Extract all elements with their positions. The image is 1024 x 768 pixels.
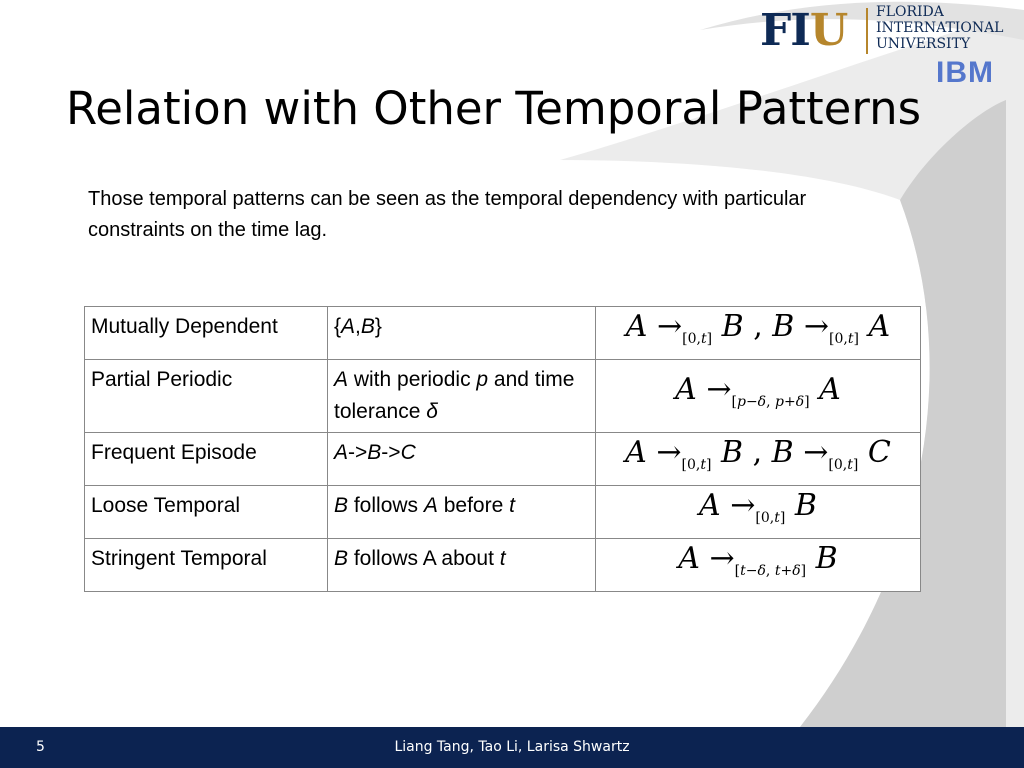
logo-divider bbox=[866, 8, 868, 54]
fiu-mark-u: U bbox=[809, 5, 848, 56]
pattern-description: B follows A before t bbox=[328, 486, 596, 539]
footer-bar bbox=[0, 727, 1024, 768]
table-body bbox=[85, 307, 921, 592]
fiu-full-name bbox=[876, 4, 1003, 52]
pattern-formula: $A \to_{[0,t]}$ B , $B \to_{[0,t]}$ C bbox=[596, 433, 921, 486]
fiu-mark-fi: FI bbox=[760, 5, 810, 56]
university-logo bbox=[760, 4, 1016, 92]
table-row bbox=[85, 433, 921, 486]
pattern-name: Loose Temporal bbox=[85, 486, 328, 539]
fiu-name-line-1: FLORIDA bbox=[876, 4, 944, 20]
table-row bbox=[85, 486, 921, 539]
intro-text: Those temporal patterns can be seen as the temporal dependency with particular constraints on the time lag. bbox=[88, 188, 807, 241]
fiu-name-line-2: INTERNATIONAL bbox=[876, 20, 1004, 36]
table-row bbox=[85, 360, 921, 433]
pattern-formula: $A \to_{[0,t]}$ B bbox=[596, 486, 921, 539]
pattern-formula: $A \to_{[0,t]}$ B , $B \to_{[0,t]}$ A bbox=[596, 307, 921, 360]
pattern-name: Partial Periodic bbox=[85, 360, 328, 433]
pattern-name: Frequent Episode bbox=[85, 433, 328, 486]
page-number: 5 bbox=[36, 739, 45, 755]
pattern-description: A->B->C bbox=[328, 433, 596, 486]
pattern-name: Mutually Dependent bbox=[85, 307, 328, 360]
slide-title: Relation with Other Temporal Patterns bbox=[66, 82, 922, 135]
pattern-formula: $A \to_{[t-\delta, t+\delta]}$ B bbox=[596, 539, 921, 592]
pattern-description: A with periodic p and time tolerance δ bbox=[328, 360, 596, 433]
pattern-description: {A,B} bbox=[328, 307, 596, 360]
pattern-name: Stringent Temporal bbox=[85, 539, 328, 592]
pattern-formula: $A \to_{[p-\delta, p+\delta]}$ A bbox=[596, 360, 921, 433]
temporal-patterns-table bbox=[84, 306, 921, 592]
table-row bbox=[85, 539, 921, 592]
fiu-wordmark bbox=[760, 6, 847, 56]
fiu-name-line-3: UNIVERSITY bbox=[876, 36, 971, 52]
footer-authors: Liang Tang, Tao Li, Larisa Shwartz bbox=[394, 739, 630, 755]
pattern-description: B follows A about t bbox=[328, 539, 596, 592]
table-row bbox=[85, 307, 921, 360]
ibm-logo: IBM bbox=[936, 56, 994, 89]
